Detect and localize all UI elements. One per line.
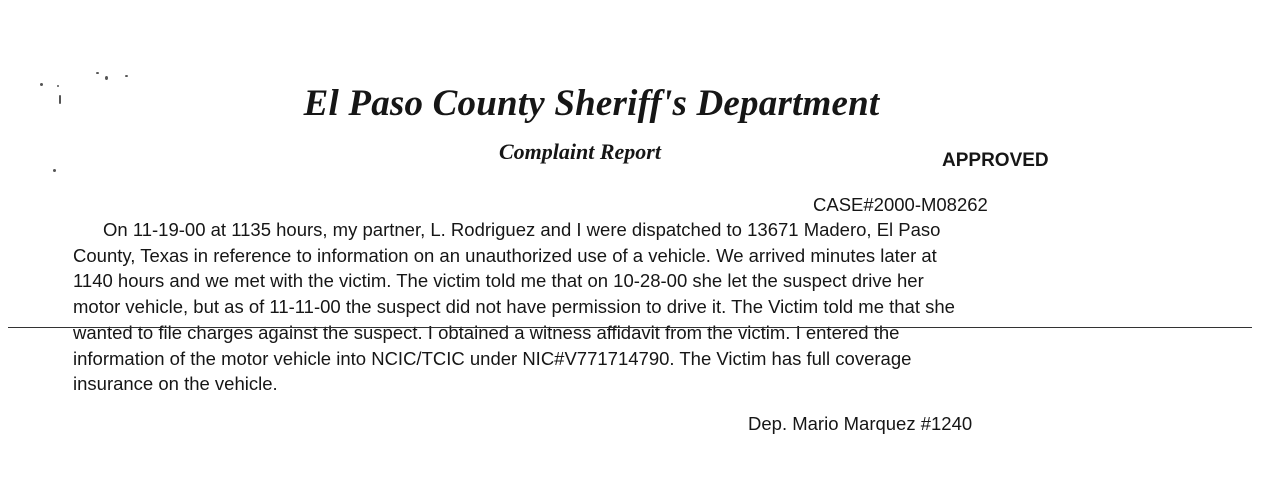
scan-speck bbox=[105, 76, 108, 80]
department-title: El Paso County Sheriff's Department bbox=[303, 83, 880, 124]
narrative-line: 1140 hours and we met with the victim. The victim told me that on 10-28-00 she let the suspect drive her bbox=[73, 270, 924, 292]
narrative-line: wanted to file charges against the suspect. I obtained a witness affidavit from the victim. I entered the bbox=[73, 321, 900, 343]
approval-status: APPROVED bbox=[942, 150, 1049, 171]
narrative-line: On 11-19-00 at 1135 hours, my partner, L. Rodriguez and I were dispatched to 13671 Madero, El Paso bbox=[103, 219, 941, 240]
scan-speck bbox=[96, 72, 99, 74]
narrative-line: motor vehicle, but as of 11-11-00 the suspect did not have permission to drive it. The Victim told me that she bbox=[73, 296, 955, 318]
narrative-line: County, Texas in reference to information on an unauthorized use of a vehicle. We arrived minutes later at bbox=[73, 244, 937, 266]
horizontal-rule bbox=[8, 327, 1252, 328]
case-number: CASE#2000-M08262 bbox=[813, 194, 988, 215]
report-type: Complaint Report bbox=[499, 139, 661, 164]
report-narrative bbox=[73, 217, 1153, 397]
scan-speck bbox=[53, 169, 56, 172]
deputy-signature: Dep. Mario Marquez #1240 bbox=[748, 413, 973, 434]
narrative-line: insurance on the vehicle. bbox=[73, 373, 278, 395]
scan-speck bbox=[125, 75, 128, 77]
narrative-line: information of the motor vehicle into NCIC/TCIC under NIC#V771714790. The Victim has full coverage bbox=[73, 347, 912, 369]
